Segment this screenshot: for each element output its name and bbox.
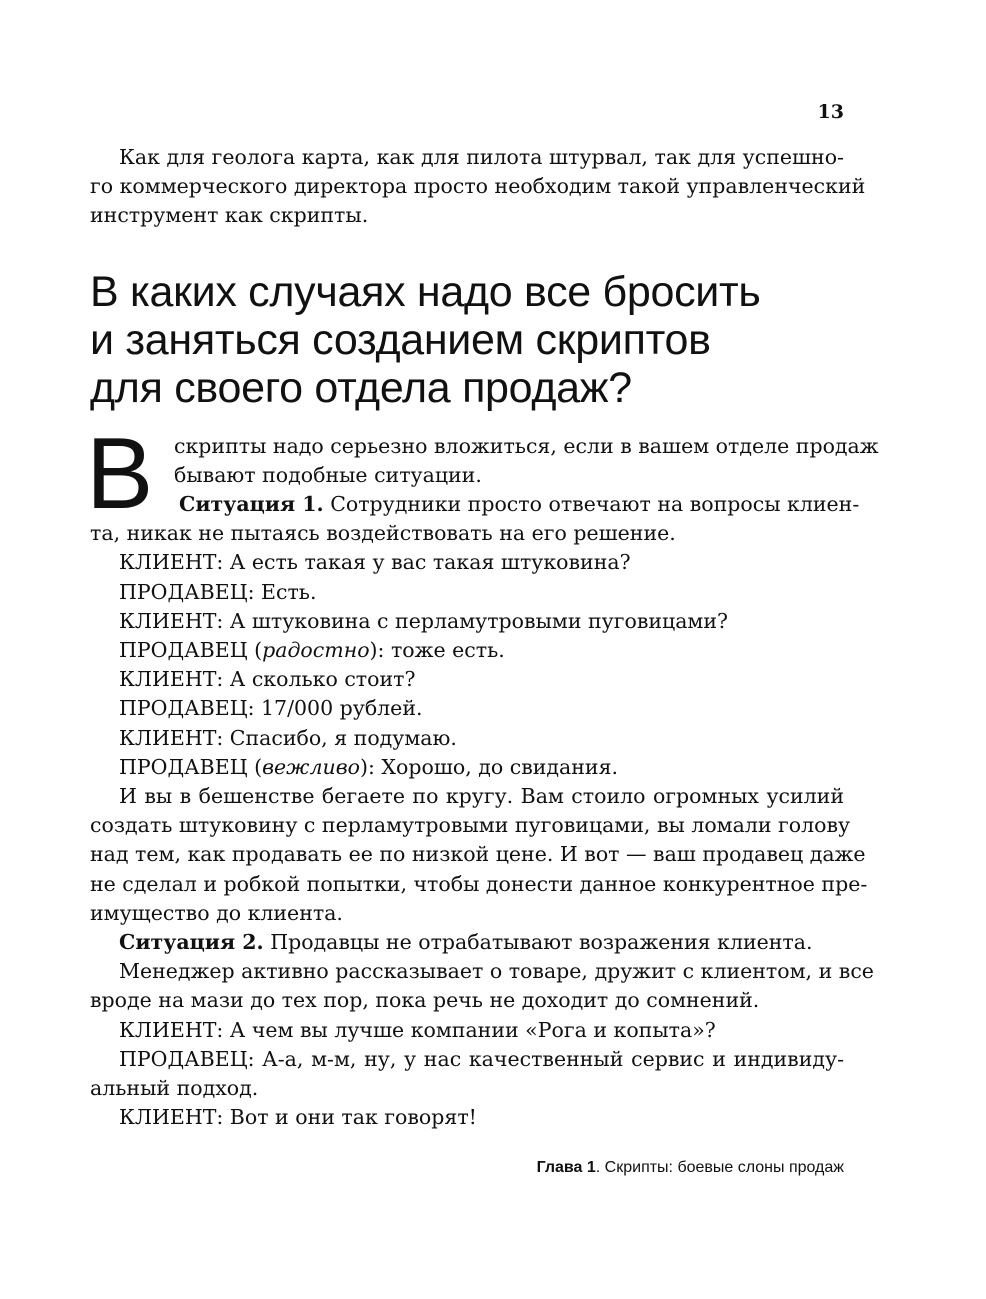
dialog-line: ПРОДАВЕЦ (радостно): тоже есть. [119, 638, 505, 663]
dialog-line: КЛИЕНТ: А штуковина с перламутровыми пуговицами? [119, 608, 729, 633]
intro-line: инструмент как скрипты. [90, 203, 369, 228]
heading-line: В каких случаях надо все бросить [90, 268, 761, 316]
dialog-line: КЛИЕНТ: Спасибо, я подумаю. [119, 725, 457, 750]
running-footer [537, 1159, 844, 1177]
situation-2-line: Ситуация 2. Продавцы не отрабатывают возражения клиента. [119, 930, 813, 955]
intro-paragraph [90, 143, 866, 231]
paragraph-line: Менеджер активно рассказывает о товаре, дружит с клиентом, и все [119, 959, 874, 984]
footer-chapter-label: Глава 1 [536, 1159, 596, 1176]
dialog-line: ПРОДАВЕЦ: Есть. [119, 579, 317, 604]
dropcap-line: бывают подобные ситуации. [174, 463, 482, 488]
dialog-line: КЛИЕНТ: А есть такая у вас такая штуковина? [119, 550, 631, 575]
intro-line: го коммерческого директора просто необходим такой управленческий [90, 174, 866, 199]
situation-1-label: Ситуация 1. [179, 492, 324, 516]
dialog-line: ПРОДАВЕЦ (вежливо): Хорошо, до свидания. [119, 754, 619, 779]
section-heading [90, 268, 890, 412]
footer-chapter-title: . Скрипты: боевые слоны продаж [595, 1159, 844, 1176]
dropcap-line: скрипты надо серьезно вложиться, если в вашем отделе продаж [174, 434, 879, 458]
heading-line: и заняться созданием скриптов [90, 316, 711, 364]
dialog-line: ПРОДАВЕЦ: А-а, м-м, ну, у нас качественный сервис и индивиду- [119, 1046, 844, 1071]
heading-line: для своего отдела продаж? [90, 364, 632, 412]
paragraph-line: не сделал и робкой попытки, чтобы донести данное конкурентное пре- [90, 871, 868, 896]
dialog-line: КЛИЕНТ: А чем вы лучше компании «Рога и копыта»? [119, 1017, 716, 1042]
drop-cap: В [86, 418, 154, 530]
paragraph-line: вроде на мази до тех пор, пока речь не доходит до сомнений. [90, 988, 760, 1013]
paragraph-line: над тем, как продавать ее по низкой цене. И вот — ваш продавец даже [90, 842, 866, 867]
situation-1-line: та, никак не пытаясь воздействовать на его решение. [90, 521, 676, 546]
dialog-line: ПРОДАВЕЦ: 17/000 рублей. [119, 696, 423, 721]
intro-line: Как для геолога карта, как для пилота штурвал, так для успешно- [119, 145, 844, 169]
dropcap-paragraph [174, 432, 879, 490]
paragraph-line: имущество до клиента. [90, 900, 343, 925]
dialog-line: альный подход. [90, 1076, 259, 1101]
page-number: 13 [817, 101, 844, 123]
body-text [90, 490, 874, 1132]
dialog-line: КЛИЕНТ: Вот и они так говорят! [119, 1105, 477, 1130]
situation-2-label: Ситуация 2. [119, 930, 264, 955]
situation-1-line: Ситуация 1. Сотрудники просто отвечают на вопросы клиен- [179, 492, 860, 516]
dialog-line: КЛИЕНТ: А сколько стоит? [119, 667, 416, 692]
paragraph-line: И вы в бешенстве бегаете по кругу. Вам стоило огромных усилий [119, 784, 844, 809]
paragraph-line: создать штуковину с перламутровыми пуговицами, вы ломали голову [90, 813, 851, 838]
